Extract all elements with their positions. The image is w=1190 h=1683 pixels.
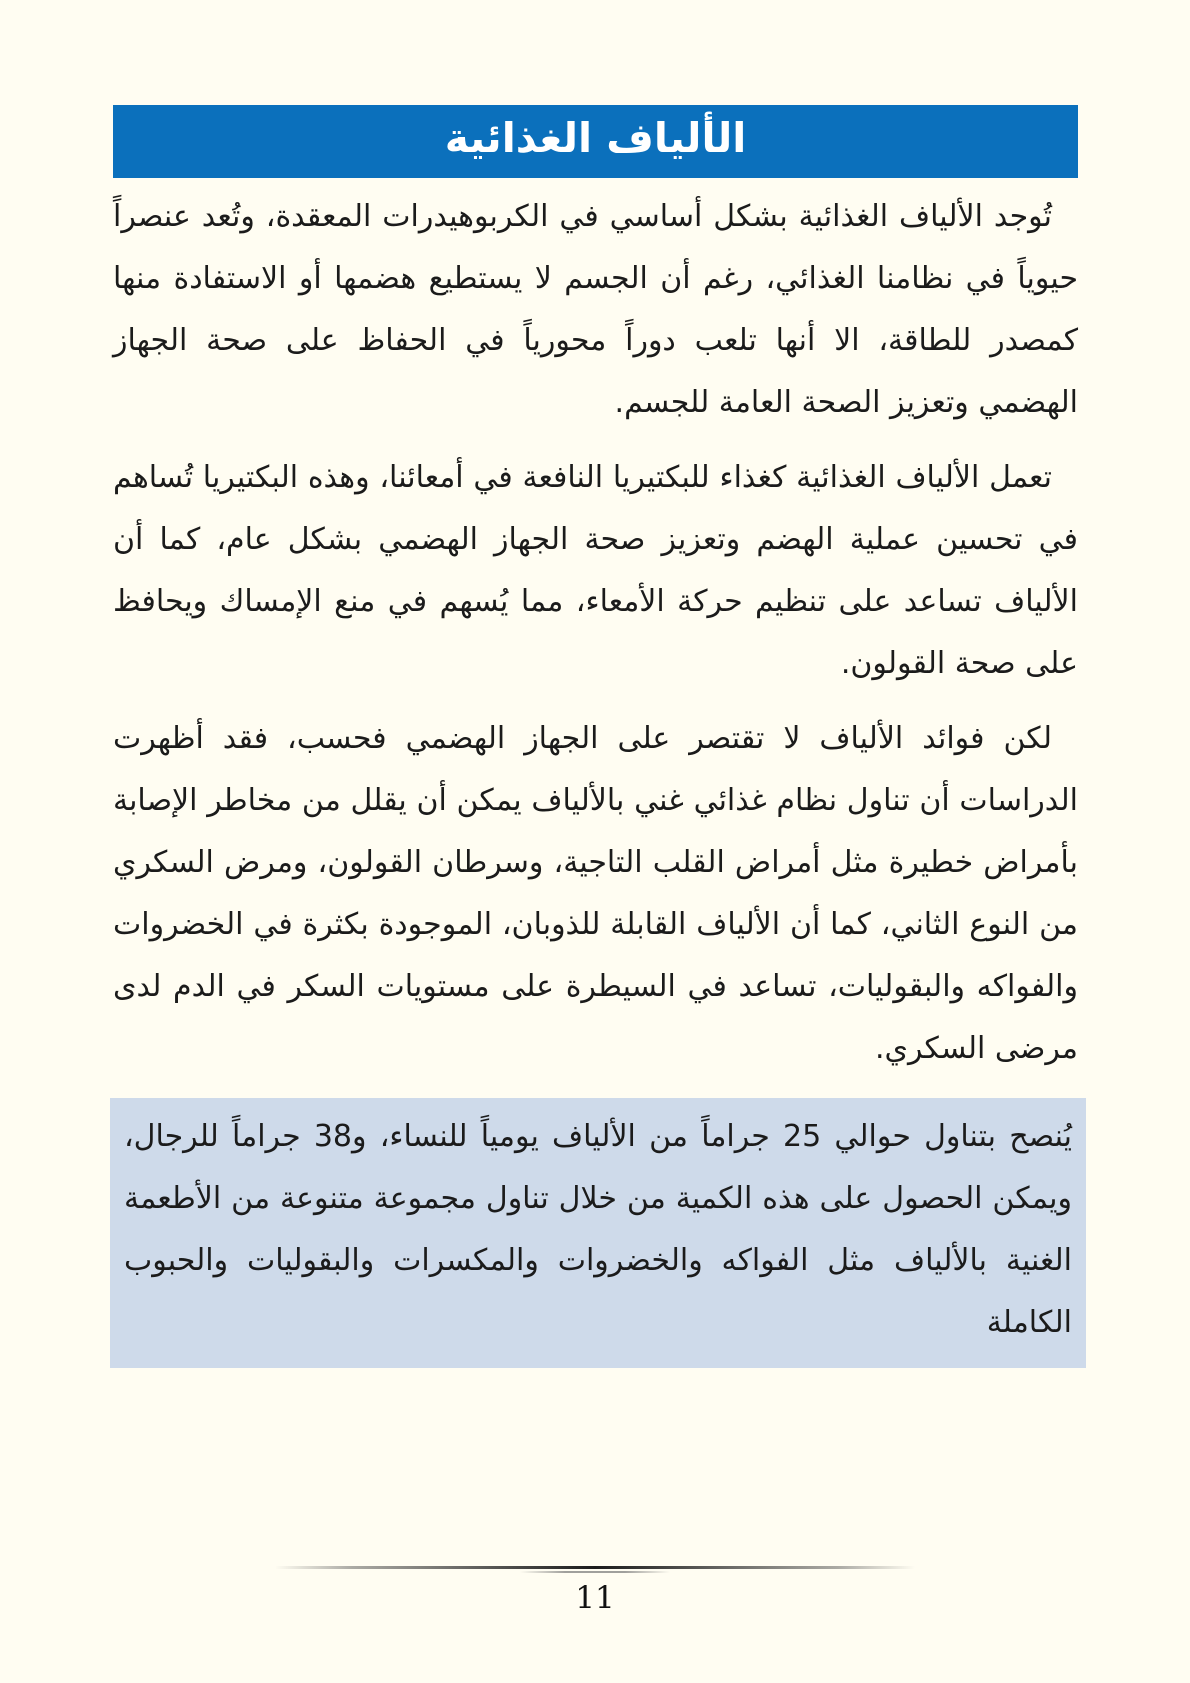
content-column xyxy=(113,105,1078,1368)
highlight-paragraph-daily-intake: يُنصح بتناول حوالي 25 جراماً من الألياف يومياً للنساء، و38 جراماً للرجال، ويمكن الحصول على هذه الكمية من خلال تناول مجموعة متنوعة من الأطعمة الغنية بالألياف مثل الفواكه والخضروات والمكسرات والبقوليات والحبوب الكاملة xyxy=(124,1119,1072,1340)
divider-line-main xyxy=(275,1566,915,1569)
highlight-box xyxy=(110,1098,1086,1368)
section-header-banner xyxy=(113,105,1078,178)
footer-divider xyxy=(0,1566,1190,1573)
paragraph-health-benefits: لكن فوائد الألياف لا تقتصر على الجهاز الهضمي فحسب، فقد أظهرت الدراسات أن تناول نظام غذائي غني بالألياف يمكن أن يقلل من مخاطر الإصابة بأمراض خطيرة مثل أمراض القلب التاجية، وسرطان القولون، ومرض السكري من النوع الثاني، كما أن الألياف القابلة للذوبان، الموجودة بكثرة في الخضروات والفواكه والبقوليات، تساعد في السيطرة على مستويات السكر في الدم لدى مرضى السكري. xyxy=(113,721,1078,1066)
paragraph-intro: تُوجد الألياف الغذائية بشكل أساسي في الكربوهيدرات المعقدة، وتُعد عنصراً حيوياً في نظامنا الغذائي، رغم أن الجسم لا يستطيع هضمها أو الاستفادة منها كمصدر للطاقة، الا أنها تلعب دوراً محورياً في الحفاظ على صحة الجهاز الهضمي وتعزيز الصحة العامة للجسم. xyxy=(113,199,1078,420)
article-body xyxy=(113,186,1078,1368)
section-title: الألياف الغذائية xyxy=(444,114,747,162)
page-footer xyxy=(0,1566,1190,1614)
paragraph-gut-bacteria: تعمل الألياف الغذائية كغذاء للبكتيريا النافعة في أمعائنا، وهذه البكتيريا تُساهم في تحسين عملية الهضم وتعزيز صحة الجهاز الهضمي بشكل عام، كما أن الألياف تساعد على تنظيم حركة الأمعاء، مما يُسهم في منع الإمساك ويحافظ على صحة القولون. xyxy=(113,460,1078,681)
page-number: 11 xyxy=(575,1580,615,1616)
divider-line-accent xyxy=(520,1571,670,1573)
